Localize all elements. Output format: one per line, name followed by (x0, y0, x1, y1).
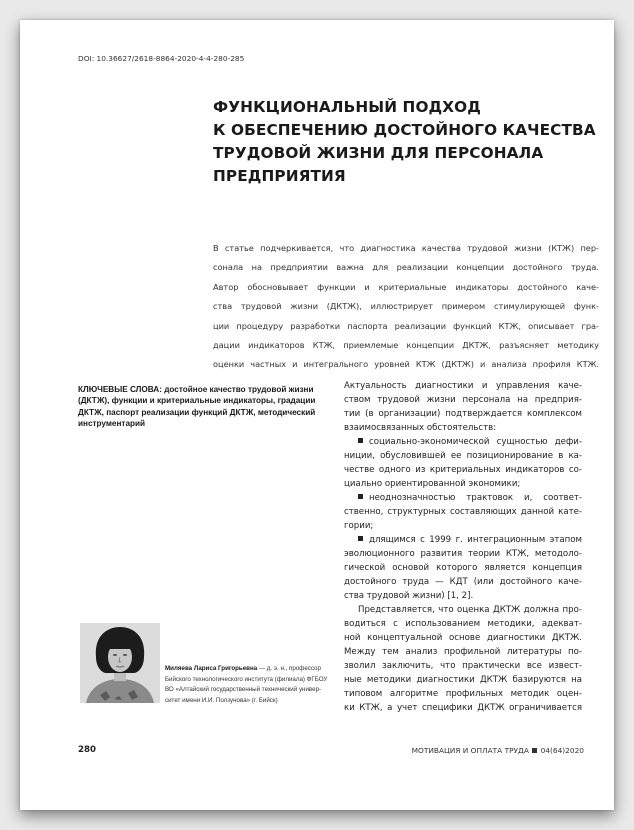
body-line: ной концептуальной основе диагностики ДКТЖ. (344, 633, 582, 643)
running-footer (412, 746, 584, 755)
keywords-line: инструментарий (78, 418, 146, 428)
body-line: зволил заключить, что практически все извест- (344, 661, 582, 671)
abstract-line: ции процедуру разработки паспорта реализации функций КТЖ, описывает гра- (213, 320, 599, 331)
square-separator-icon (532, 748, 537, 753)
body-line: гической основой которого является концепция (344, 563, 582, 573)
bullet-item (344, 435, 582, 449)
title-line: ТРУДОВОЙ ЖИЗНИ ДЛЯ ПЕРСОНАЛА (213, 144, 544, 162)
body-line: эволюционного развития теории КТЖ, методоло- (344, 549, 582, 559)
body-line: неоднозначностью трактовок и, соответ- (369, 493, 582, 503)
keywords-line: КЛЮЧЕВЫЕ СЛОВА: достойное качество трудовой жизни (78, 385, 314, 394)
abstract-line: сонала на предприятии важна для реализации концепции достойного труда. (213, 262, 599, 273)
author-line: ВО «Алтайский государственный технический универ- (165, 686, 322, 693)
author-info (165, 664, 335, 706)
author-degree: — д. э. н., профессор (257, 665, 321, 672)
body-line: честве одного из критериальных индикаторов со- (344, 465, 582, 475)
author-line: Бийского технологического института (филиала) ФГБОУ (165, 675, 328, 683)
page-number: 280 (78, 745, 96, 755)
author-name: Миляева Лариса Григорьевна (165, 665, 258, 672)
body-line: ства трудовой жизни) [1, 2]. (344, 591, 474, 601)
abstract-line: ства трудовой жизни (ДКТЖ), иллюстрирует примером стимулирующей функ- (213, 301, 599, 312)
keywords-line: (ДКТЖ), функции и критериальные индикаторы, градации (78, 396, 316, 406)
bullet-item (344, 491, 582, 505)
body-line: тии (в организации) подтверждается комплексом (344, 409, 582, 419)
title-line: К ОБЕСПЕЧЕНИЮ ДОСТОЙНОГО КАЧЕСТВА (213, 121, 596, 139)
body-text-column (344, 379, 582, 715)
journal-name: МОТИВАЦИЯ И ОПЛАТА ТРУДА (411, 746, 529, 755)
keywords-line: ДКТЖ, паспорт реализации функций ДКТЖ, методический (78, 407, 316, 417)
body-line: ные методики диагностики ДКТЖ базируются на (344, 675, 582, 685)
body-line: взаимосвязанных обстоятельств: (344, 423, 497, 433)
title-line: ПРЕДПРИЯТИЯ (213, 167, 346, 185)
doi-line: DOI: 10.36627/2618-8864-2020-4-4-280-285 (78, 54, 245, 63)
journal-page (20, 20, 614, 810)
author-line: ситет имени И.И. Ползунова» (г. Бийск) (165, 696, 278, 704)
body-line: социально-экономической сущностью дефи- (369, 437, 582, 447)
body-line: типовом алгоритме профильных методик оцен- (344, 689, 582, 699)
article-title (213, 96, 596, 188)
author-photo (80, 623, 160, 703)
body-line: Актуальность диагностики и управления каче- (344, 381, 582, 391)
abstract-line: Автор обосновывает функции и критериальные индикаторы достойного каче- (213, 281, 599, 292)
body-line: водиться с использованием методики, адекват- (344, 619, 582, 629)
body-line: Между тем анализ профильной литературы по- (344, 647, 582, 657)
body-line: циально ориентированной экономики; (344, 479, 521, 489)
square-bullet-icon (358, 536, 363, 541)
author-line (165, 664, 335, 675)
body-line: ниции, обусловившей ее позиционирование в ка- (344, 451, 582, 461)
body-line: гории; (344, 521, 374, 531)
body-line: ки КТЖ, а учет специфики ДКТЖ ограничивается (344, 703, 582, 713)
keywords-block (78, 384, 314, 429)
abstract-line: В статье подчеркивается, что диагностика качества трудовой жизни (КТЖ) пер- (213, 243, 599, 253)
square-bullet-icon (358, 438, 363, 443)
body-line: ством трудовой жизни персонала на предприя- (344, 395, 582, 405)
abstract (213, 239, 599, 375)
title-line: ФУНКЦИОНАЛЬНЫЙ ПОДХОД (213, 98, 482, 116)
journal-issue: 04(64)2020 (540, 746, 584, 755)
abstract-line: оценки частных и интегрального уровней КТЖ (ДКТЖ) и анализа профиля КТЖ. (213, 359, 599, 370)
body-line: достойного труда — КДТ (или достойного каче- (344, 577, 582, 587)
square-bullet-icon (358, 494, 363, 499)
body-line: ственно, структурных составляющих данной кате- (344, 507, 582, 517)
body-line: Представляется, что оценка ДКТЖ должна про- (358, 605, 582, 615)
bullet-item (344, 533, 582, 547)
body-line: длящимся с 1999 г. интеграционным этапом (369, 535, 582, 545)
author-portrait-image (80, 623, 160, 703)
abstract-line: дации индикаторов КТЖ, приемлемые концепции ДКТЖ, разъясняет методику (213, 340, 599, 351)
